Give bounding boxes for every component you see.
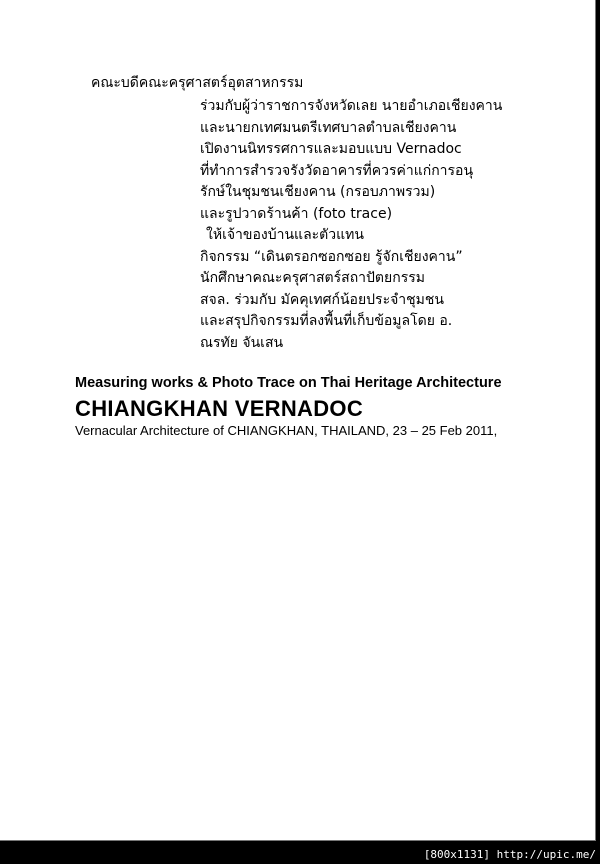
thai-line: ให้เจ้าของบ้านและตัวแทน xyxy=(206,227,364,243)
thai-line: กิจกรรม “เดินตรอกซอกซอย รู้จักเชียงคาน” xyxy=(200,248,463,265)
thai-line: ร่วมกับผู้ว่าราชการจังหวัดเลย นายอำเภอเชียงคาน xyxy=(200,98,503,114)
thai-line: ณรทัย จันเสน xyxy=(200,334,284,351)
document-subtitle: Vernacular Architecture of CHIANGKHAN, THAILAND, 23 – 25 Feb 2011, xyxy=(75,423,498,438)
thai-line: สจล. ร่วมกับ มัคคุเทศก์น้อยประจำชุมชน xyxy=(200,291,444,308)
document-title: CHIANGKHAN VERNADOC xyxy=(75,396,364,421)
thai-line: และรูปวาดร้านค้า (foto trace) xyxy=(200,205,393,222)
thai-line: นักศึกษาคณะครุศาสตร์สถาปัตยกรรม xyxy=(200,270,425,286)
thai-intro-line: คณะบดีคณะครุศาสตร์อุตสาหกรรม xyxy=(91,75,304,91)
thai-line: รักษ์ในชุมชนเชียงคาน (กรอบภาพรวม) xyxy=(200,184,436,200)
thai-line: และนายกเทศมนตรีเทศบาลตำบลเชียงคาน xyxy=(200,119,457,136)
english-heading: Measuring works & Photo Trace on Thai Heritage Architecture xyxy=(75,375,502,391)
thai-line: และสรุปกิจกรรมที่ลงพื้นที่เก็บข้อมูลโดย อ. xyxy=(200,313,453,329)
thai-paragraph xyxy=(200,96,502,354)
thai-line: ที่ทำการสำรวจรังวัดอาคารที่ควรค่าแก่การอนุ xyxy=(200,162,474,179)
image-host-watermark: [800x1131] http://upic.me/ xyxy=(423,848,596,861)
thai-line: เปิดงานนิทรรศการและมอบแบบ Vernadoc xyxy=(200,141,462,157)
